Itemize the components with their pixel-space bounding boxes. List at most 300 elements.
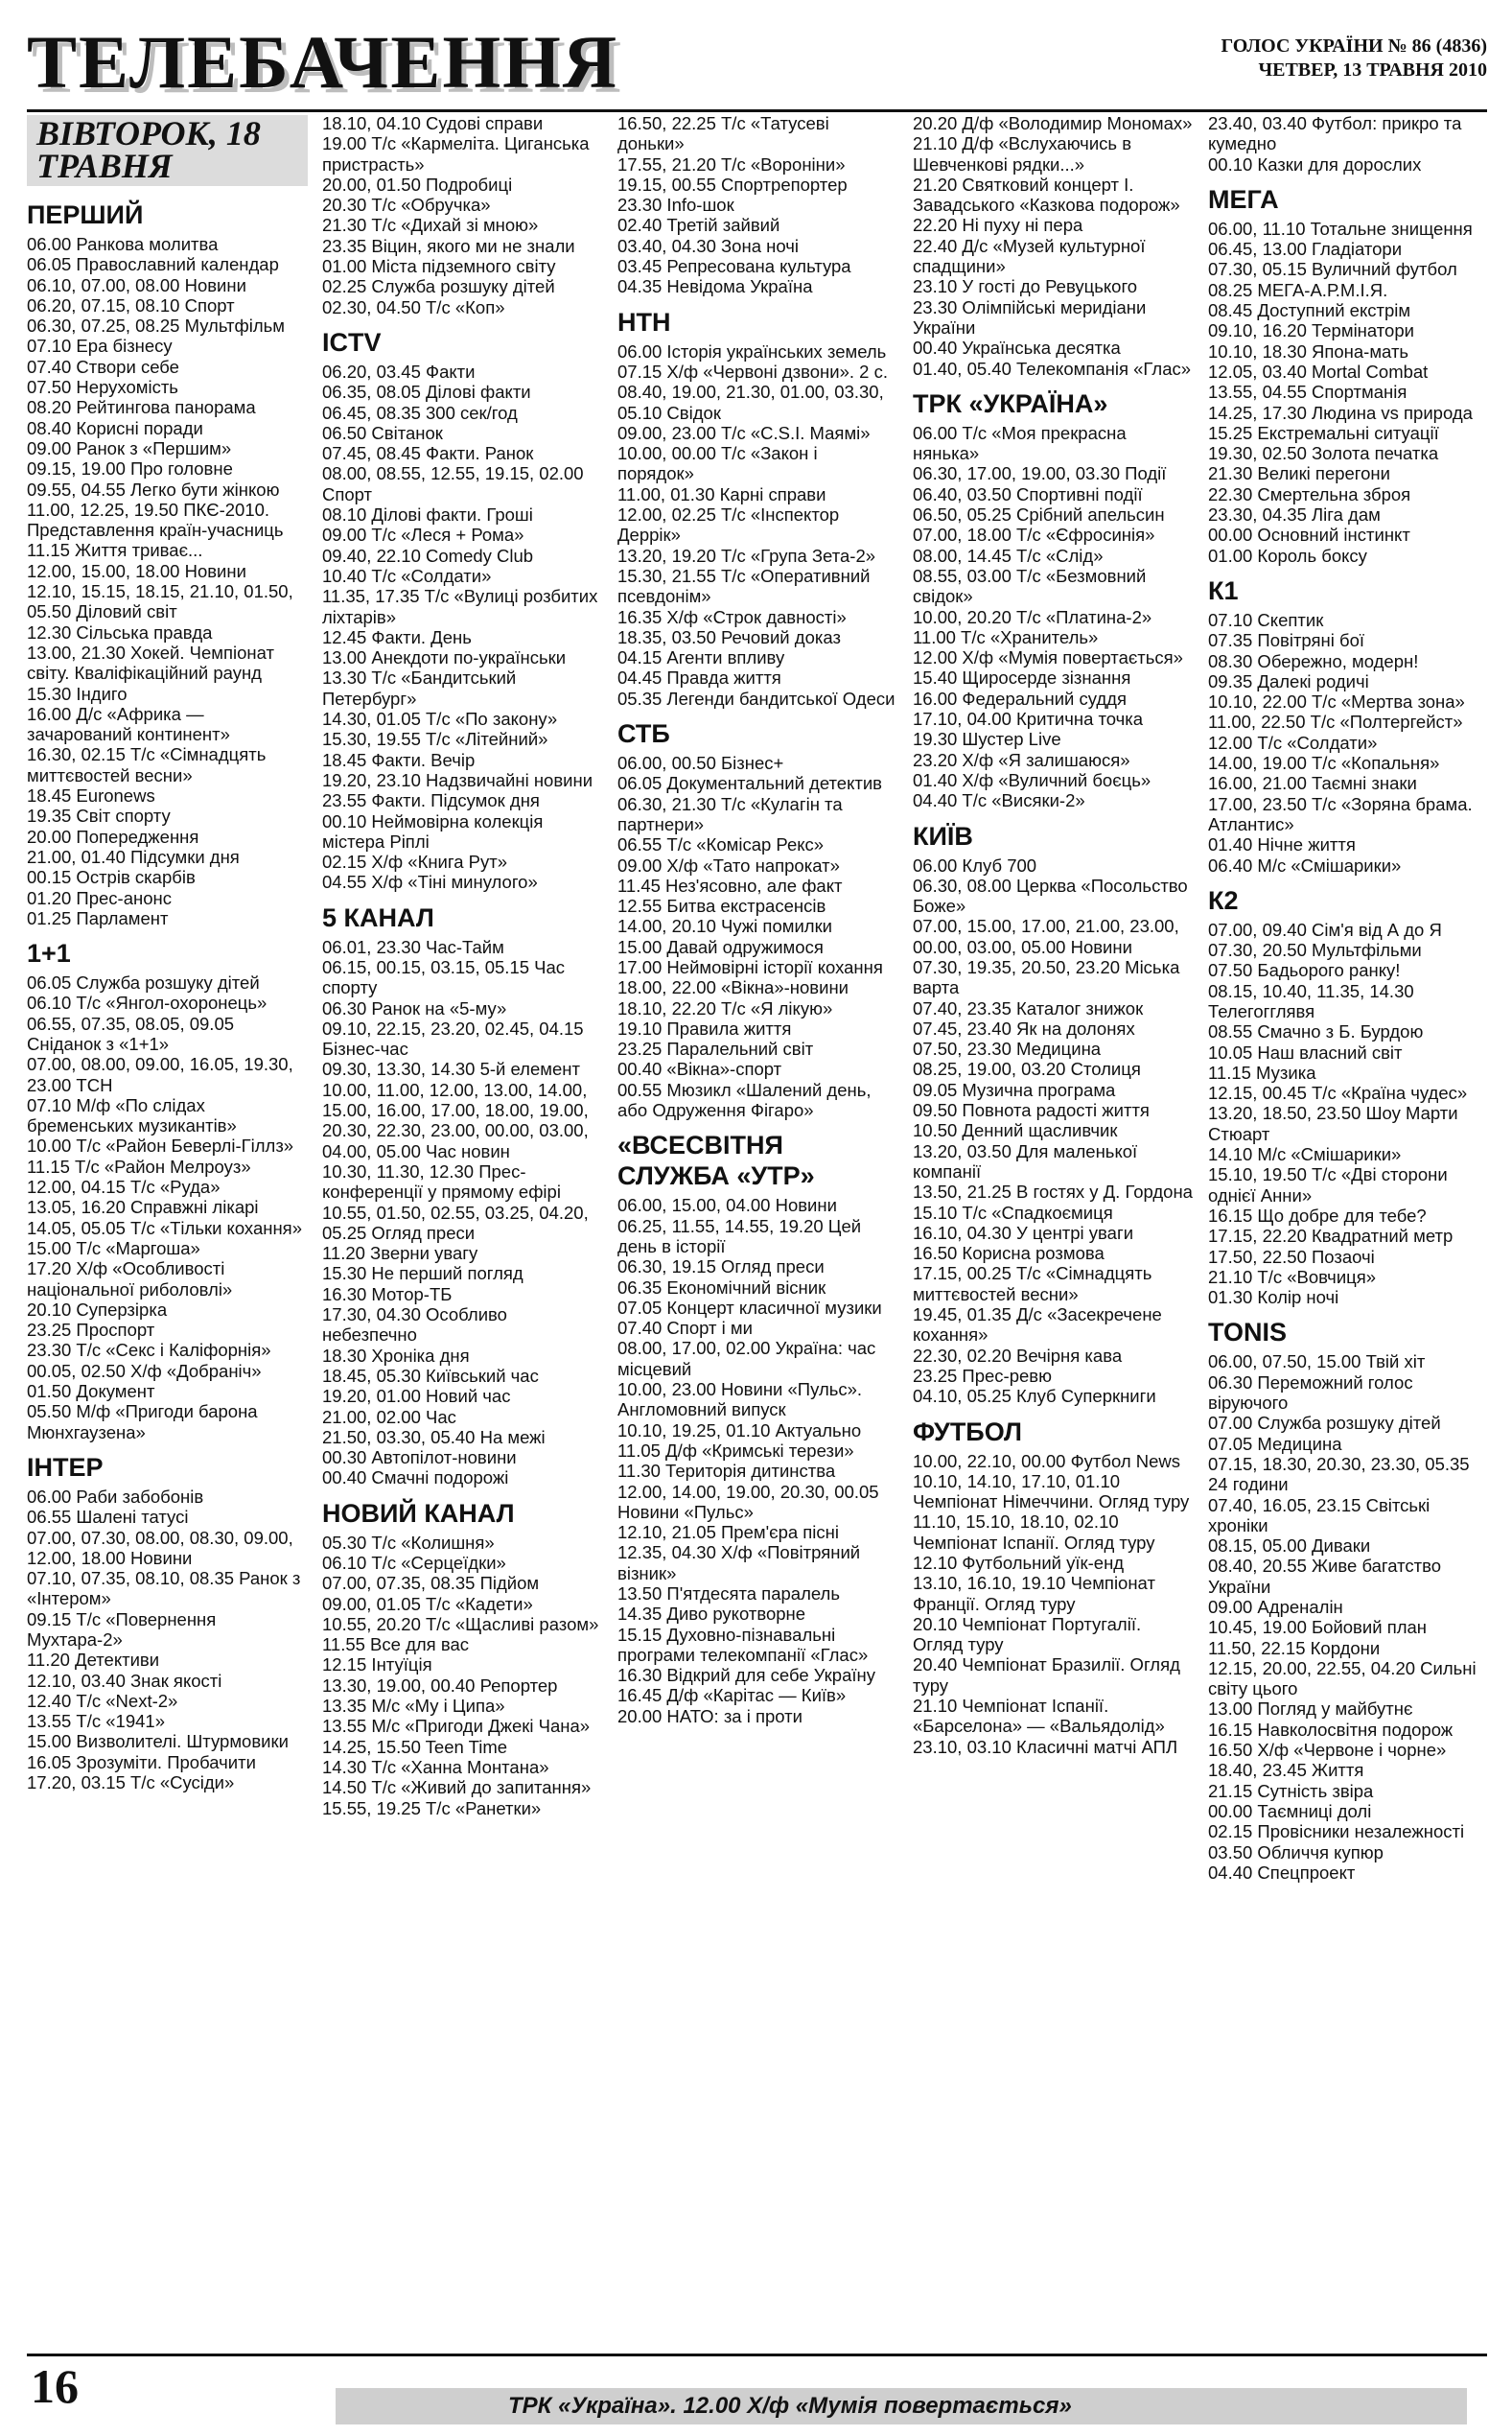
program-entry: 10.45, 19.00 Бойовий план bbox=[1208, 1617, 1428, 1638]
program-entry: 16.10, 04.30 У центрі уваги bbox=[913, 1222, 1134, 1243]
program-entry: 16.00, 21.00 Таємні знаки bbox=[1208, 773, 1417, 794]
program-entry: 07.35 Повітряні бої bbox=[1208, 630, 1365, 651]
program-entry: 17.30, 04.30 Особливо небезпечно bbox=[322, 1304, 507, 1346]
program-entry: 06.55 Шалені татусі bbox=[27, 1507, 189, 1528]
program-entry: 06.15, 00.15, 03.15, 05.15 Час спорту bbox=[322, 956, 566, 998]
program-entry: 19.15, 00.55 Спортрепортер bbox=[617, 174, 848, 195]
program-entry: 01.25 Парламент bbox=[27, 907, 169, 928]
program-entry: 02.15 Провісники незалежності bbox=[1208, 1821, 1465, 1842]
program-entry: 08.30 Обережно, модерн! bbox=[1208, 650, 1419, 671]
program-list bbox=[1208, 610, 1487, 876]
newspaper-issue: ГОЛОС УКРАЇНИ № 86 (4836) bbox=[1221, 35, 1487, 57]
channel-title: ПЕРШИЙ bbox=[27, 200, 144, 229]
program-entry: 06.30 Ранок на «5-му» bbox=[322, 997, 507, 1019]
program-entry: 11.30 Територія дитинства bbox=[617, 1461, 836, 1482]
program-entry: 12.10, 15.15, 18.15, 21.10, 01.50, 05.50 Діловий світ bbox=[27, 581, 293, 622]
program-entry: 20.10 Суперзірка bbox=[27, 1299, 168, 1320]
program-entry: 03.50 Обличчя купюр bbox=[1208, 1841, 1384, 1862]
program-entry: 23.55 Факти. Підсумок дня bbox=[322, 790, 540, 811]
program-entry: 21.15 Сутність звіра bbox=[1208, 1780, 1374, 1801]
program-entry: 13.10, 16.10, 19.10 Чемпіонат Франції. Огляд туру bbox=[913, 1573, 1155, 1614]
program-entry: 09.35 Далекі родичі bbox=[1208, 670, 1369, 691]
program-entry: 06.55 Т/с «Комісар Рекс» bbox=[617, 834, 825, 855]
program-entry: 10.10, 22.00 Т/с «Мертва зона» bbox=[1208, 691, 1465, 713]
program-entry: 06.00 Раби забобонів bbox=[27, 1486, 204, 1507]
program-entry: 01.20 Прес-анонс bbox=[27, 887, 172, 908]
program-entry: 16.50 Х/ф «Червоне і чорне» bbox=[1208, 1740, 1447, 1761]
program-entry: 23.30, 04.35 Ліга дам bbox=[1208, 504, 1381, 526]
channel-title: ІНТЕР bbox=[27, 1452, 104, 1482]
channel-title: МЕГА bbox=[1208, 184, 1279, 214]
program-entry: 23.30 Info-шок bbox=[617, 195, 734, 216]
program-entry: 06.05 Документальний детектив bbox=[617, 773, 883, 794]
program-entry: 08.15, 10.40, 11.35, 14.30 Телегогглявя bbox=[1208, 980, 1414, 1021]
program-list bbox=[322, 1533, 603, 1818]
program-entry: 06.30, 17.00, 19.00, 03.30 Події bbox=[913, 463, 1167, 484]
program-entry: 01.40 Х/ф «Вуличний боєць» bbox=[913, 769, 1151, 790]
program-entry: 12.15 Інтуїція bbox=[322, 1654, 432, 1675]
program-entry: 08.15, 05.00 Диваки bbox=[1208, 1535, 1371, 1557]
program-entry: 15.40 Щиросерде зізнання bbox=[913, 668, 1131, 689]
program-list bbox=[1208, 1351, 1487, 1883]
program-entry: 06.50 Світанок bbox=[322, 422, 443, 443]
program-entry: 12.00, 04.15 Т/с «Руда» bbox=[27, 1177, 221, 1198]
program-entry: 07.15, 18.30, 20.30, 23.30, 05.35 24 години bbox=[1208, 1453, 1470, 1495]
program-entry: 13.55 М/с «Пригоди Джекі Чана» bbox=[322, 1716, 591, 1737]
program-entry: 07.30, 19.35, 20.50, 23.20 Міська варта bbox=[913, 956, 1180, 998]
program-entry: 06.01, 23.30 Час-Тайм bbox=[322, 936, 504, 957]
program-entry: 00.40 Смачні подорожі bbox=[322, 1467, 509, 1488]
program-entry: 07.00, 18.00 Т/с «Єфросинія» bbox=[913, 525, 1155, 546]
program-entry: 23.35 Віцин, якого ми не знали bbox=[322, 235, 575, 256]
program-list bbox=[617, 1195, 898, 1726]
program-entry: 12.35, 04.30 Х/ф «Повітряний візник» bbox=[617, 1542, 861, 1583]
program-entry: 06.00 Ранкова молитва bbox=[27, 234, 219, 254]
footer-rule bbox=[27, 2354, 1487, 2356]
program-entry: 00.05, 02.50 Х/ф «Добраніч» bbox=[27, 1360, 262, 1381]
program-entry: 14.00, 19.00 Т/с «Копальня» bbox=[1208, 753, 1440, 774]
schedule-column bbox=[322, 113, 603, 2343]
program-entry: 12.30 Сільська правда bbox=[27, 621, 213, 643]
program-entry: 15.30, 21.55 Т/с «Оперативний псевдонім» bbox=[617, 565, 871, 607]
masthead bbox=[27, 21, 717, 104]
program-entry: 16.35 Х/ф «Строк давності» bbox=[617, 606, 847, 627]
program-entry: 18.10, 04.10 Судові справи bbox=[322, 113, 544, 133]
program-entry: 22.40 Д/с «Музей культурної спадщини» bbox=[913, 235, 1146, 277]
program-entry: 18.45, 05.30 Київський час bbox=[322, 1365, 539, 1386]
channel-title: КИЇВ bbox=[913, 821, 973, 851]
program-entry: 06.00 Клуб 700 bbox=[913, 855, 1037, 876]
program-list bbox=[617, 753, 898, 1120]
program-entry: 06.10 Т/с «Серцеїдки» bbox=[322, 1553, 506, 1573]
program-entry: 15.00 Визволителі. Штурмовики bbox=[27, 1731, 289, 1752]
program-entry: 21.50, 03.30, 05.40 На межі bbox=[322, 1426, 546, 1447]
channel-title: СТБ bbox=[617, 719, 670, 749]
program-entry: 08.55, 03.00 Т/с «Безмовний свідок» bbox=[913, 565, 1147, 607]
program-entry: 07.40 Створи себе bbox=[27, 356, 179, 377]
program-entry: 06.00 Т/с «Моя прекрасна нянька» bbox=[913, 422, 1127, 464]
program-entry: 08.25 МЕГА-А.Р.М.І.Я. bbox=[1208, 279, 1388, 300]
program-entry: 10.10, 18.30 Япона-мать bbox=[1208, 340, 1409, 362]
program-entry: 06.35, 08.05 Ділові факти bbox=[322, 382, 531, 403]
channel-title: ТРК «УКРАЇНА» bbox=[913, 388, 1108, 418]
program-entry: 20.10 Чемпіонат Португалії. Огляд туру bbox=[913, 1613, 1142, 1655]
program-entry: 12.00 Т/с «Солдати» bbox=[1208, 732, 1378, 753]
program-entry: 07.15 Х/ф «Червоні дзвони». 2 с. bbox=[617, 361, 888, 382]
program-entry: 11.00 Т/с «Хранитель» bbox=[913, 626, 1099, 647]
program-list bbox=[322, 362, 603, 893]
program-entry: 10.30, 11.30, 12.30 Прес-конференції у прямому ефірі bbox=[322, 1160, 561, 1203]
program-entry: 19.35 Світ спорту bbox=[27, 806, 171, 827]
program-entry: 16.00 Д/с «Африка — зачарований континент» bbox=[27, 703, 230, 745]
program-entry: 20.00 Попередження bbox=[27, 826, 199, 847]
program-list bbox=[617, 341, 898, 709]
program-entry: 12.00, 14.00, 19.00, 20.30, 00.05 Новини «Пульс» bbox=[617, 1481, 879, 1522]
program-entry: 09.00, 23.00 Т/с «C.S.I. Маямі» bbox=[617, 422, 871, 443]
program-entry: 05.50 М/ф «Пригоди барона Мюнхгаузена» bbox=[27, 1401, 258, 1442]
program-entry: 04.15 Агенти впливу bbox=[617, 647, 785, 668]
program-entry: 07.00 Служба розшуку дітей bbox=[1208, 1413, 1441, 1434]
program-entry: 06.05 Служба розшуку дітей bbox=[27, 972, 260, 994]
program-entry: 07.00, 07.30, 08.00, 08.30, 09.00, 12.00, 18.00 Новини bbox=[27, 1527, 293, 1568]
program-entry: 07.10 М/ф «По слідах бременських музикантів» bbox=[27, 1094, 237, 1136]
program-entry: 07.30, 20.50 Мультфільми bbox=[1208, 940, 1422, 961]
program-entry: 06.50, 05.25 Срібний апельсин bbox=[913, 504, 1165, 526]
program-entry: 19.45, 01.35 Д/с «Засекречене кохання» bbox=[913, 1304, 1162, 1346]
program-entry: 12.15, 00.45 Т/с «Країна чудес» bbox=[1208, 1083, 1468, 1104]
program-entry: 10.10, 14.10, 17.10, 01.10 Чемпіонат Німеччини. Огляд туру bbox=[913, 1470, 1190, 1512]
program-entry: 07.40, 16.05, 23.15 Світські хроніки bbox=[1208, 1494, 1431, 1535]
program-entry: 04.45 Правда життя bbox=[617, 668, 781, 689]
program-entry: 13.00 Погляд у майбутнє bbox=[1208, 1698, 1413, 1720]
program-entry: 21.10 Д/ф «Вслухаючись в Шевченкові рядки...» bbox=[913, 133, 1132, 175]
program-list bbox=[913, 1451, 1194, 1757]
program-entry: 07.50 Нерухомість bbox=[27, 377, 178, 398]
program-entry: 14.25, 17.30 Людина vs природа bbox=[1208, 402, 1473, 423]
program-entry: 09.30, 13.30, 14.30 5-й елемент bbox=[322, 1059, 580, 1080]
program-entry: 02.40 Третій зайвий bbox=[617, 215, 780, 236]
channel-title: «ВСЕСВІТНЯ СЛУЖБА «УТР» bbox=[617, 1131, 815, 1191]
schedule-column bbox=[617, 113, 898, 2343]
program-entry: 12.10, 21.05 Прем'єра пісні bbox=[617, 1522, 839, 1543]
program-entry: 04.35 Невідома Україна bbox=[617, 276, 813, 297]
program-entry: 23.40, 03.40 Футбол: прикро та кумедно bbox=[1208, 113, 1462, 154]
channel-title: 1+1 bbox=[27, 939, 71, 969]
program-entry: 11.35, 17.35 Т/с «Вулиці розбитих ліхтарів» bbox=[322, 586, 598, 627]
program-entry: 09.15 Т/с «Повернення Мухтара-2» bbox=[27, 1608, 217, 1650]
program-entry: 00.00 Таємниці долі bbox=[1208, 1800, 1372, 1821]
channel-title: 5 КАНАЛ bbox=[322, 902, 434, 932]
program-entry: 08.40, 19.00, 21.30, 01.00, 03.30, 05.10 Свідок bbox=[617, 382, 884, 423]
program-entry: 11.10, 15.10, 18.10, 02.10 Чемпіонат Іспанії. Огляд туру bbox=[913, 1511, 1155, 1553]
tv-schedule bbox=[27, 113, 1487, 2343]
program-entry: 04.40 Т/с «Висяки-2» bbox=[913, 790, 1085, 811]
program-entry: 01.00 Король боксу bbox=[1208, 545, 1367, 566]
program-entry: 15.55, 19.25 Т/с «Ранетки» bbox=[322, 1797, 542, 1818]
program-entry: 09.00 Х/ф «Тато напрокат» bbox=[617, 855, 840, 876]
program-entry: 09.00, 01.05 Т/с «Кадети» bbox=[322, 1593, 533, 1614]
program-entry: 09.00 Ранок з «Першим» bbox=[27, 437, 232, 458]
program-entry: 23.25 Прес-ревю bbox=[913, 1365, 1053, 1386]
program-entry: 12.00 Х/ф «Мумія повертається» bbox=[913, 647, 1183, 668]
program-entry: 23.20 Х/ф «Я залишаюся» bbox=[913, 749, 1130, 770]
program-entry: 16.50, 22.25 Т/с «Татусеві доньки» bbox=[617, 113, 829, 154]
program-entry: 15.10 Т/с «Спадкоємиця bbox=[913, 1202, 1113, 1223]
program-entry: 15.15 Духовно-пізнавальні програми телекомпанії «Глас» bbox=[617, 1624, 869, 1665]
program-entry: 21.10 Чемпіонат Іспанії. «Барселона» — «Вальядолід» bbox=[913, 1696, 1165, 1737]
program-entry: 23.30 Т/с «Секс і Каліфорнія» bbox=[27, 1340, 271, 1361]
program-entry: 18.00, 22.00 «Вікна»-новини bbox=[617, 977, 849, 998]
channel-title: НТН bbox=[617, 307, 671, 337]
program-entry: 21.20 Святковий концерт І. Завадського «Казкова подорож» bbox=[913, 174, 1180, 216]
program-entry: 20.00, 01.50 Подробиці bbox=[322, 174, 513, 195]
program-entry: 10.40 Т/с «Солдати» bbox=[322, 565, 492, 586]
program-entry: 13.55, 04.55 Спортманія bbox=[1208, 382, 1407, 403]
program-entry: 14.50 Т/с «Живий до запитання» bbox=[322, 1777, 592, 1798]
program-list bbox=[27, 972, 308, 1442]
program-entry: 14.35 Диво рукотворне bbox=[617, 1604, 806, 1625]
program-entry: 12.05, 03.40 Mortal Combat bbox=[1208, 361, 1429, 382]
program-entry: 10.00 Т/с «Район Беверлі-Гіллз» bbox=[27, 1136, 294, 1157]
program-entry: 17.15, 22.20 Квадратний метр bbox=[1208, 1226, 1454, 1247]
program-entry: 14.25, 15.50 Teen Time bbox=[322, 1736, 508, 1757]
program-list bbox=[1208, 219, 1487, 566]
program-entry: 08.00, 08.55, 12.55, 19.15, 02.00 Спорт bbox=[322, 463, 584, 504]
program-entry: 12.15, 20.00, 22.55, 04.20 Сильні світу цього bbox=[1208, 1657, 1477, 1699]
program-entry: 20.20 Д/ф «Володимир Мономах» bbox=[913, 113, 1193, 133]
program-entry: 00.00 Основний інстинкт bbox=[1208, 525, 1410, 546]
program-entry: 23.10, 03.10 Класичні матчі АПЛ bbox=[913, 1736, 1178, 1757]
program-entry: 01.50 Документ bbox=[27, 1381, 155, 1402]
program-entry: 15.10, 19.50 Т/с «Дві сторони однієї Анни» bbox=[1208, 1164, 1448, 1206]
program-entry: 07.00, 15.00, 17.00, 21.00, 23.00, 00.00, 03.00, 05.00 Новини bbox=[913, 916, 1179, 957]
program-entry: 23.25 Паралельний світ bbox=[617, 1039, 814, 1060]
program-entry: 15.30 Індиго bbox=[27, 683, 128, 704]
program-entry: 08.55 Смачно з Б. Бурдою bbox=[1208, 1021, 1424, 1042]
program-entry: 10.00, 20.20 Т/с «Платина-2» bbox=[913, 606, 1152, 627]
program-entry: 17.20, 03.15 Т/с «Сусіди» bbox=[27, 1772, 235, 1793]
program-entry: 08.00, 14.45 Т/с «Слід» bbox=[913, 545, 1104, 566]
issue-date: ЧЕТВЕР, 13 ТРАВНЯ 2010 bbox=[1258, 59, 1487, 81]
program-entry: 02.25 Служба розшуку дітей bbox=[322, 276, 555, 297]
program-entry: 07.10, 07.35, 08.10, 08.35 Ранок з «Інтером» bbox=[27, 1568, 301, 1609]
program-entry: 15.25 Екстремальні ситуації bbox=[1208, 422, 1439, 443]
program-entry: 06.45, 08.35 300 сек/год bbox=[322, 402, 518, 423]
program-list bbox=[322, 937, 603, 1488]
program-entry: 15.30 Не перший погляд bbox=[322, 1263, 523, 1284]
page-number: 16 bbox=[31, 2359, 79, 2413]
program-entry: 06.00, 15.00, 04.00 Новини bbox=[617, 1195, 837, 1216]
program-entry: 01.30 Колір ночі bbox=[1208, 1287, 1339, 1308]
program-entry: 21.00, 02.00 Час bbox=[322, 1406, 456, 1427]
program-entry: 08.20 Рейтингова панорама bbox=[27, 397, 256, 418]
program-entry: 12.00, 02.25 Т/с «Інспектор Деррік» bbox=[617, 504, 840, 546]
program-entry: 21.00, 01.40 Підсумки дня bbox=[27, 846, 240, 867]
program-entry: 17.10, 04.00 Критична точка bbox=[913, 709, 1144, 730]
program-entry: 06.00, 11.10 Тотальне знищення bbox=[1208, 218, 1473, 239]
program-list bbox=[913, 855, 1194, 1407]
header-rule bbox=[27, 109, 1487, 112]
program-entry: 21.30 Т/с «Дихай зі мною» bbox=[322, 215, 539, 236]
program-entry: 11.15 Життя триває... bbox=[27, 540, 203, 561]
program-entry: 13.05, 16.20 Справжні лікарі bbox=[27, 1197, 259, 1218]
schedule-column bbox=[913, 113, 1194, 2343]
program-entry: 16.50 Корисна розмова bbox=[913, 1243, 1105, 1264]
program-list bbox=[27, 1487, 308, 1792]
program-list bbox=[1208, 920, 1487, 1308]
program-entry: 18.10, 22.20 Т/с «Я лікую» bbox=[617, 997, 833, 1019]
program-entry: 06.30, 07.25, 08.25 Мультфільм bbox=[27, 316, 285, 337]
program-entry: 11.20 Зверни увагу bbox=[322, 1243, 478, 1264]
program-entry: 12.10, 03.40 Знак якості bbox=[27, 1670, 222, 1691]
program-entry: 17.55, 21.20 Т/с «Вороніни» bbox=[617, 153, 846, 175]
program-entry: 19.20, 23.10 Надзвичайні новини bbox=[322, 769, 593, 790]
program-entry: 06.20, 07.15, 08.10 Спорт bbox=[27, 294, 235, 316]
program-entry: 09.00 Адреналін bbox=[1208, 1597, 1343, 1617]
program-entry: 18.45 Факти. Вечір bbox=[322, 749, 476, 770]
program-entry: 09.40, 22.10 Comedy Club bbox=[322, 545, 534, 566]
program-entry: 16.45 Д/ф «Карітас — Київ» bbox=[617, 1685, 847, 1706]
section-title: ТЕЛЕБАЧЕННЯ bbox=[27, 20, 619, 104]
program-entry: 17.00, 23.50 Т/с «Зоряна брама. Атлантис» bbox=[1208, 793, 1473, 834]
program-entry: 07.10 Скептик bbox=[1208, 609, 1324, 630]
program-entry: 06.00, 00.50 Бізнес+ bbox=[617, 753, 784, 774]
program-entry: 19.20, 01.00 Новий час bbox=[322, 1386, 511, 1407]
program-entry: 07.00, 07.35, 08.35 Підйом bbox=[322, 1573, 540, 1594]
program-entry: 14.00, 20.10 Чужі помилки bbox=[617, 916, 833, 937]
program-entry: 06.20, 03.45 Факти bbox=[322, 361, 476, 382]
channel-title: НОВИЙ КАНАЛ bbox=[322, 1498, 515, 1528]
program-entry: 18.30 Хроніка дня bbox=[322, 1345, 470, 1366]
program-entry: 00.55 Мюзикл «Шалений день, або Одруження Фігаро» bbox=[617, 1079, 872, 1121]
program-entry: 12.10 Футбольний уїк-енд bbox=[913, 1553, 1125, 1573]
program-list bbox=[913, 423, 1194, 811]
program-entry: 10.05 Наш власний світ bbox=[1208, 1042, 1403, 1063]
program-entry: 09.10, 16.20 Термінатори bbox=[1208, 320, 1414, 341]
program-entry: 07.40, 23.35 Каталог знижок bbox=[913, 997, 1144, 1019]
program-entry: 17.20 Х/ф «Особливості національної риболовлі» bbox=[27, 1258, 233, 1300]
program-entry: 23.25 Проспорт bbox=[27, 1320, 155, 1341]
program-entry: 16.30 Відкрий для себе Україну bbox=[617, 1665, 875, 1686]
program-entry: 13.20, 19.20 Т/с «Група Зета-2» bbox=[617, 545, 876, 566]
schedule-column bbox=[27, 113, 308, 2343]
program-entry: 11.00, 01.30 Карні справи bbox=[617, 483, 826, 504]
program-list bbox=[913, 113, 1194, 379]
program-entry: 14.30 Т/с «Ханна Монтана» bbox=[322, 1756, 549, 1777]
program-entry: 10.00, 23.00 Новини «Пульс». Англомовний випуск bbox=[617, 1379, 863, 1420]
program-entry: 08.40, 20.55 Живе багатство України bbox=[1208, 1556, 1442, 1597]
program-entry: 03.45 Репресована культура bbox=[617, 256, 851, 277]
program-entry: 12.00, 15.00, 18.00 Новини bbox=[27, 560, 246, 581]
program-entry: 11.15 Т/с «Район Мелроуз» bbox=[27, 1156, 251, 1177]
program-entry: 12.55 Битва екстрасенсів bbox=[617, 896, 826, 917]
program-entry: 05.30 Т/с «Колишня» bbox=[322, 1532, 495, 1553]
program-entry: 16.30 Мотор-ТБ bbox=[322, 1283, 453, 1304]
program-entry: 13.20, 18.50, 23.50 Шоу Марти Стюарт bbox=[1208, 1103, 1458, 1144]
program-entry: 06.35 Економічний вісник bbox=[617, 1277, 826, 1298]
program-entry: 01.00 Міста підземного світу bbox=[322, 256, 556, 277]
program-entry: 20.30 Т/с «Обручка» bbox=[322, 195, 491, 216]
channel-title: К2 bbox=[1208, 885, 1239, 915]
program-entry: 07.30, 05.15 Вуличний футбол bbox=[1208, 259, 1457, 280]
program-entry: 06.00, 07.50, 15.00 Твій хіт bbox=[1208, 1351, 1426, 1372]
program-entry: 11.05 Д/ф «Кримські терези» bbox=[617, 1440, 854, 1461]
program-entry: 06.40 М/с «Смішарики» bbox=[1208, 855, 1402, 876]
publication-info bbox=[1027, 35, 1487, 82]
program-entry: 06.45, 13.00 Гладіатори bbox=[1208, 239, 1403, 260]
program-entry: 10.50 Денний щасливчик bbox=[913, 1120, 1118, 1141]
program-entry: 11.45 Нез'ясовно, але факт bbox=[617, 875, 843, 896]
program-entry: 06.55, 07.35, 08.05, 09.05 Сніданок з «1+1» bbox=[27, 1013, 235, 1054]
program-entry: 19.10 Правила життя bbox=[617, 1018, 792, 1039]
program-entry: 11.50, 22.15 Кордони bbox=[1208, 1637, 1381, 1658]
program-list bbox=[617, 113, 898, 297]
schedule-column bbox=[1208, 113, 1487, 2343]
program-entry: 09.05 Музична програма bbox=[913, 1079, 1116, 1100]
program-entry: 09.50 Повнота радості життя bbox=[913, 1100, 1150, 1121]
program-entry: 10.00, 11.00, 12.00, 13.00, 14.00, 15.00, 16.00, 17.00, 18.00, 19.00, 20.30, 22.30, 23.00, 00.00, 03.00, 04.00, 05.00 Час новин bbox=[322, 1079, 589, 1161]
program-entry: 00.40 Українська десятка bbox=[913, 338, 1121, 359]
program-entry: 15.30, 19.55 Т/с «Літейний» bbox=[322, 729, 548, 750]
program-entry: 14.30, 01.05 Т/с «По закону» bbox=[322, 709, 558, 730]
program-entry: 19.00 Т/с «Кармеліта. Циганська пристрасть» bbox=[322, 133, 590, 175]
program-entry: 00.40 «Вікна»-спорт bbox=[617, 1059, 782, 1080]
program-entry: 12.45 Факти. День bbox=[322, 626, 472, 647]
program-entry: 17.00 Неймовірні історії кохання bbox=[617, 956, 883, 977]
program-entry: 13.30, 19.00, 00.40 Репортер bbox=[322, 1675, 558, 1696]
program-entry: 09.15, 19.00 Про головне bbox=[27, 458, 233, 480]
program-entry: 03.40, 04.30 Зона ночі bbox=[617, 235, 799, 256]
program-entry: 14.05, 05.05 Т/с «Тільки кохання» bbox=[27, 1217, 302, 1238]
program-entry: 07.45, 08.45 Факти. Ранок bbox=[322, 443, 534, 464]
program-entry: 07.05 Концерт класичної музики bbox=[617, 1297, 882, 1318]
program-entry: 15.00 Т/с «Маргоша» bbox=[27, 1237, 200, 1258]
program-entry: 22.20 Ні пуху ні пера bbox=[913, 215, 1083, 236]
program-entry: 06.30, 08.00 Церква «Посольство Боже» bbox=[913, 875, 1188, 917]
program-entry: 06.05 Православний календар bbox=[27, 254, 279, 275]
program-entry: 06.30 Переможний голос віруючого bbox=[1208, 1371, 1413, 1414]
program-entry: 17.15, 00.25 Т/с «Сімнадцять миттєвостей весни» bbox=[913, 1263, 1152, 1304]
program-entry: 08.00, 17.00, 02.00 Україна: час місцевий bbox=[617, 1338, 876, 1379]
program-entry: 08.40 Корисні поради bbox=[27, 417, 203, 438]
program-entry: 22.30, 02.20 Вечірня кава bbox=[913, 1345, 1123, 1366]
program-entry: 07.00, 09.40 Сім'я від А до Я bbox=[1208, 919, 1442, 940]
program-entry: 08.25, 19.00, 03.20 Столиця bbox=[913, 1059, 1141, 1080]
program-entry: 16.15 Навколосвітня подорож bbox=[1208, 1719, 1454, 1740]
footer-promo: ТРК «Україна». 12.00 Х/ф «Мумія повертається» bbox=[336, 2388, 1467, 2424]
program-entry: 06.30, 19.15 Огляд преси bbox=[617, 1256, 825, 1277]
program-entry: 06.30, 21.30 Т/с «Кулагін та партнери» bbox=[617, 793, 843, 834]
channel-title: ICTV bbox=[322, 327, 382, 357]
program-entry: 09.55, 04.55 Легко бути жінкою bbox=[27, 479, 280, 500]
program-list bbox=[27, 234, 308, 928]
program-entry: 10.55, 01.50, 02.55, 03.25, 04.20, 05.25 Огляд преси bbox=[322, 1202, 589, 1243]
program-entry: 11.20 Детективи bbox=[27, 1650, 160, 1671]
program-entry: 17.50, 22.50 Позаочі bbox=[1208, 1246, 1375, 1267]
program-entry: 06.00 Історія українських земель bbox=[617, 340, 887, 362]
program-entry: 21.30 Великі перегони bbox=[1208, 463, 1390, 484]
program-entry: 10.00, 00.00 Т/с «Закон і порядок» bbox=[617, 443, 818, 484]
program-entry: 23.10 У гості до Ревуцького bbox=[913, 276, 1138, 297]
program-entry: 13.00 Анекдоти по-українськи bbox=[322, 647, 567, 668]
program-entry: 19.30, 02.50 Золота печатка bbox=[1208, 443, 1439, 464]
program-entry: 19.30 Шустер Live bbox=[913, 729, 1061, 750]
program-entry: 08.45 Доступний екстрім bbox=[1208, 300, 1411, 321]
program-entry: 15.00 Давай одружимося bbox=[617, 936, 824, 957]
program-entry: 18.35, 03.50 Речовий доказ bbox=[617, 626, 841, 647]
program-entry: 11.55 Все для вас bbox=[322, 1634, 469, 1655]
program-entry: 06.40, 03.50 Спортивні події bbox=[913, 483, 1143, 504]
